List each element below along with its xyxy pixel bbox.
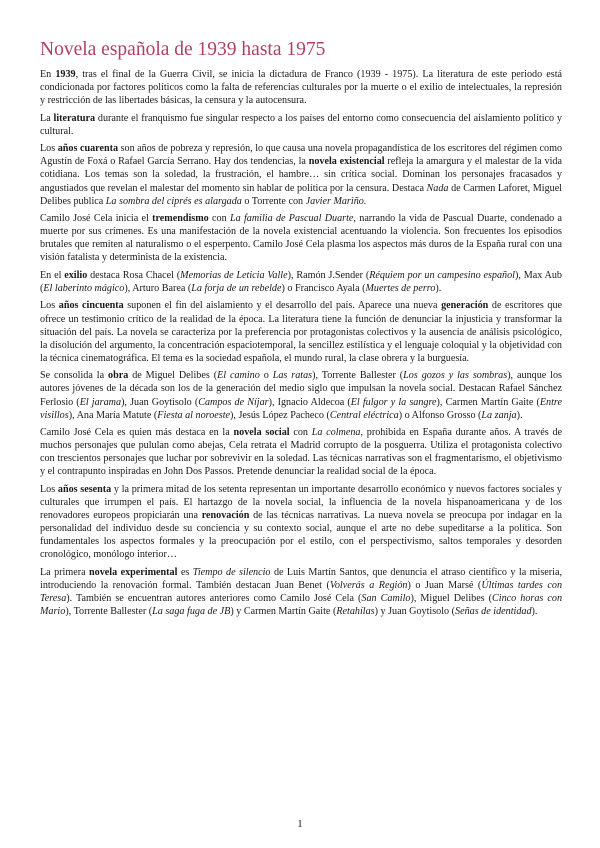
text-run: ) y Juan Goytisolo ( — [374, 606, 456, 618]
page-number: 1 — [297, 818, 303, 830]
bold-text: tremendismo — [152, 213, 209, 225]
text-run: ). También se encuentran autores anteriores como Camilo José Cela ( — [66, 592, 362, 604]
bold-text: años sesenta — [57, 483, 112, 495]
text-run: y la primera mitad de los setenta representan un importante desarrollo económico y nuevos factores sociales y culturales que irrumpen el país. El hartazgo de la novela social, la influencia de la novela hispanoamericana y de los renovadores europeos propiciarán una — [40, 483, 562, 522]
text-run: o — [259, 370, 273, 382]
italic-title: El fulgor y la sangre — [350, 396, 437, 408]
text-run: , tras el final de la Guerra Civil, se inicia la dictadura de Franco (1939 - 1975). La literatura de este periodo está condicionada por factores políticos como la falta de referencias culturales por la muerte o el exilio de intelectuales, la represión y restricción de las libertades básicas, la censura y la autocensura. — [40, 69, 562, 107]
italic-title: La zanja — [481, 409, 517, 421]
text-run: de Miguel Delibes ( — [128, 370, 218, 382]
bold-text: literatura — [53, 112, 96, 124]
bold-text: exilio — [64, 269, 88, 281]
italic-title: Fiesta al noroeste — [157, 409, 231, 421]
italic-title: Javier Mariño. — [305, 195, 367, 207]
italic-title: Central eléctrica — [329, 409, 399, 421]
text-run: ) y Carmen Martín Gaite ( — [230, 606, 337, 618]
paragraph — [40, 299, 562, 364]
italic-title: Muertes de perro — [365, 282, 436, 294]
italic-title: La sombra del ciprés es alargada — [105, 195, 242, 207]
text-run: ), aunque los autores jóvenes de la década son los de la generación del medio siglo que impulsan la novela social. Destacan Rafael Sánchez Ferlosio ( — [40, 370, 562, 408]
italic-title: El laberinto mágico — [43, 282, 125, 294]
italic-title: La familia de Pascual Duarte — [229, 213, 354, 225]
bold-text: novela existencial — [308, 156, 385, 168]
italic-title: Tiempo de silencio — [192, 566, 271, 578]
text-run: En el — [40, 269, 65, 281]
paragraph — [40, 483, 562, 562]
text-run: son años de pobreza y represión, lo que causa una novela propagandística de los escritores del régimen como Agustín de Foxá o Rafael García Serrano. Hay dos tendencias, la — [40, 143, 563, 168]
text-run: con — [208, 213, 230, 225]
italic-title: Las ratas — [272, 370, 313, 382]
paragraph — [40, 566, 562, 618]
text-run: ). — [516, 409, 523, 421]
paragraph — [40, 142, 562, 207]
text-run: ), Torrente Ballester ( — [65, 606, 153, 618]
text-run: ) o Alfonso Grosso ( — [398, 409, 482, 421]
text-run: La primera — [40, 566, 90, 578]
italic-title: Réquiem por un campesino español — [369, 269, 515, 281]
text-run: ) o Francisco Ayala ( — [281, 282, 366, 294]
document-body — [40, 68, 562, 618]
text-run: ), Arturo Barea ( — [124, 282, 192, 294]
text-run: Los — [40, 483, 58, 495]
text-run: Los — [40, 143, 58, 155]
bold-text: años cincuenta — [58, 300, 124, 312]
italic-title: Nada — [426, 182, 449, 194]
text-run: ) o Juan Marsé ( — [407, 579, 482, 591]
italic-title: El jarama — [79, 396, 122, 408]
italic-title: Señas de identidad — [455, 606, 532, 618]
bold-text: generación — [441, 300, 489, 312]
italic-title: El camino — [217, 370, 260, 382]
italic-title: La forja de un rebelde — [191, 282, 282, 294]
paragraph — [40, 212, 562, 264]
text-run: ), Miguel Delibes ( — [410, 592, 493, 604]
text-run: con — [289, 427, 312, 439]
text-run: de las técnicas narrativas. La nueva novela se preocupa por indagar en la personalidad del individuo desde su conciencia y su contexto social, aunque el arte no debe supeditarse a la política. Son fundamentales los aspectos formales y la preocupación por el estilo, con el perspectivismo, saltos temporales y desorden cronológico, monólogo interior… — [40, 510, 562, 561]
text-run: ), Carmen Martín Gaite ( — [436, 396, 540, 408]
italic-title: Los gozos y las sombras — [403, 370, 508, 382]
text-run: Los — [40, 300, 59, 312]
italic-title: La saga fuga de JB — [152, 606, 231, 618]
text-run: ), Torrente Ballester ( — [312, 370, 404, 382]
text-run: suponen el fin del aislamiento y el desarrollo del país. Aparece una nueva — [123, 300, 442, 312]
text-run: ), Ana María Matute ( — [68, 409, 158, 421]
text-run: Camilo José Cela inicia el — [40, 213, 153, 225]
bold-text: 1939 — [55, 69, 76, 80]
paragraph — [40, 68, 562, 107]
paragraph — [40, 112, 562, 138]
bold-text: renovación — [201, 510, 250, 522]
paragraph — [40, 369, 562, 421]
text-run: , prohibida en España durante años. A través de muchos personajes que pululan como abejas, Cela retrata el Madrid corrupto de la posguerra. Utiliza el protagonista colectivo con trescientos personajes que luchar por sobrevivir en la soledad. Las técnicas narrativas son el fragmentarismo, el objetivismo y el contrapunto inspiradas en John Dos Passos. Pretende denunciar la realidad social de la época. — [40, 427, 563, 478]
bold-text: novela social — [233, 427, 290, 439]
italic-title: Retahílas — [336, 606, 375, 618]
paragraph — [40, 269, 562, 295]
italic-title: Cinco horas con Mario — [40, 592, 563, 618]
italic-title: La colmena — [311, 427, 361, 439]
text-run: de Luis Martín Santos, que denuncia el atraso científico y la miseria, introduciendo la renovación formal. También destacan Juan Benet ( — [40, 566, 563, 591]
text-run: de Carmen Laforet, Miguel Delibes publica — [40, 182, 562, 207]
text-run: La — [40, 112, 54, 124]
text-run: En — [40, 69, 56, 80]
italic-title: Campos de Níjar — [198, 396, 269, 408]
text-run: ), Jesús López Pacheco ( — [230, 409, 330, 421]
italic-title: Memorias de Leticia Valle — [180, 269, 288, 281]
bold-text: obra — [108, 370, 129, 382]
text-run: ), Ramón J.Sender ( — [287, 269, 370, 281]
text-run: ). — [531, 606, 538, 618]
text-run: ). — [435, 282, 442, 294]
italic-title: Volverás a Región — [329, 579, 408, 591]
text-run: Se consolida la — [40, 370, 109, 382]
bold-text: novela experimental — [89, 566, 178, 578]
text-run: ), Ignacio Aldecoa ( — [268, 396, 351, 408]
page-title: Novela española de 1939 hasta 1975 — [40, 39, 326, 60]
text-run: ), Max Aub ( — [40, 269, 562, 294]
italic-title: Últimas tardes con Teresa — [40, 579, 563, 604]
text-run: refleja la amargura y el malestar de la vida cotidiana. Los temas son la soledad, la frustración, el hambre… sin crítica social. Dominan los personajes fracasados y angustiados que revelan el malestar del momento sin hablar de política por la censura. Destaca — [40, 156, 562, 194]
text-run: Camilo José Cela es quien más destaca en la — [40, 427, 234, 439]
bold-text: años cuarenta — [57, 143, 119, 155]
paragraph — [40, 426, 562, 478]
text-run: es — [177, 566, 193, 578]
text-run: o Torrente con — [241, 195, 306, 207]
text-run: , narrando la vida de Pascual Duarte, condenado a muerte por sus crímenes. Es una manifestación de la novela existencial acentuando la violencia. Son frecuentes los episodios brutales que remiten al naturalismo o el esperpento. Camilo José Cela plasma los aspectos más duros de la España rural con una visión fatalista y determinista de la existencia. — [40, 213, 562, 264]
text-run: durante el franquismo fue singular respecto a los países del entorno como consecuencia del aislamiento político y cultural. — [40, 112, 562, 137]
italic-title: San Camilo — [361, 592, 411, 604]
text-run: destaca Rosa Chacel ( — [87, 269, 181, 281]
text-run: de escritores que ofrece un testimonio crítico de la realidad de la época. La literatura tiene la función de denunciar la injusticia y transformar la situación del país. La novela se caracteriza por la preferencia por protagonistas colectivos y la ausencia de análisis psicológico, la disolución del argumento, la concentración espaciotemporal, la sencillez estilística y el lenguaje coloquial y la objetividad con la técnica cinematográfica. El tema es la sociedad española, el mundo rural, la clase obrera y la burguesía. — [40, 300, 562, 364]
text-run: ), Juan Goytisolo ( — [121, 396, 199, 408]
italic-title: Entre visillos — [40, 396, 562, 421]
